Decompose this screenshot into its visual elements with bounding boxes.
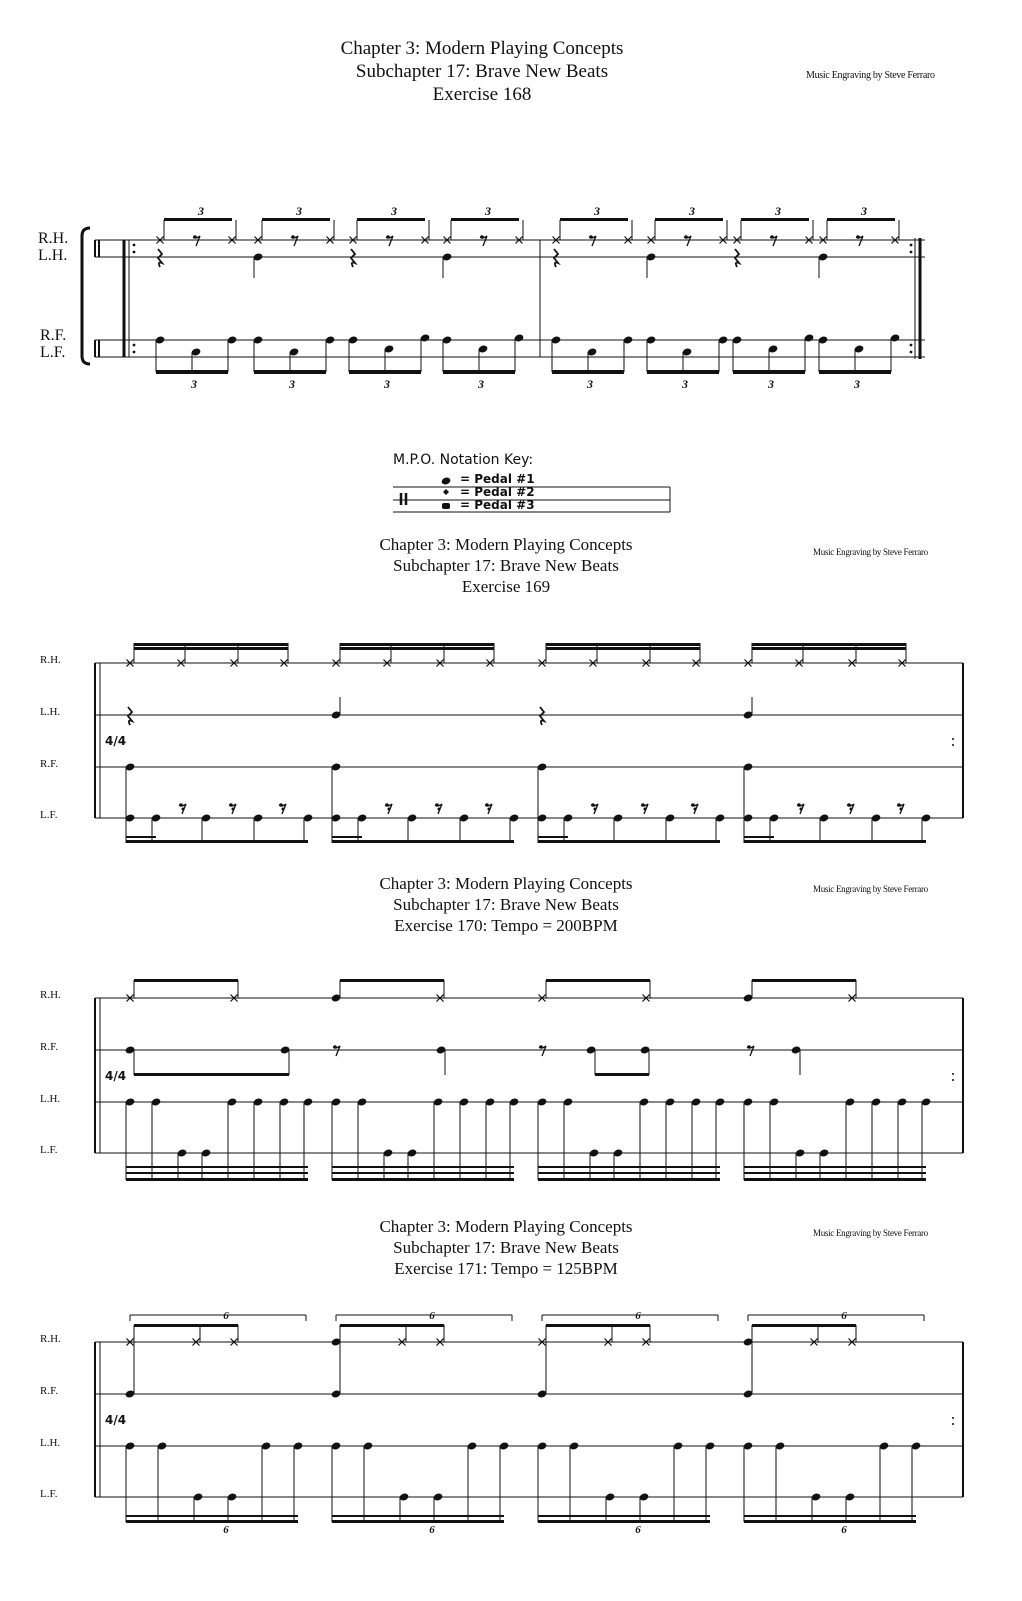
ex169-label-lh: L.H.	[40, 706, 61, 718]
ex171-label-lf: L.F.	[40, 1488, 58, 1500]
eighth-rest	[539, 1046, 546, 1056]
ex168-label-rh: R.H.	[38, 230, 69, 247]
tuplet-number: 6	[223, 1310, 229, 1322]
beam	[546, 643, 700, 646]
sixteenth-rest	[438, 808, 441, 811]
sixteenth-rest	[644, 808, 647, 811]
repeat-dot	[910, 351, 913, 354]
beam	[752, 643, 906, 646]
eighth-rest	[770, 236, 777, 246]
ex170-label-lh: L.H.	[40, 1093, 61, 1105]
tuplet-number: 3	[198, 204, 204, 218]
repeat-dot	[952, 1417, 954, 1419]
ex171-label-rh: R.H.	[40, 1333, 61, 1345]
beam	[744, 1172, 926, 1174]
beam	[126, 1178, 308, 1181]
tuplet-number: 3	[289, 377, 295, 391]
sixteenth-rest	[594, 808, 597, 811]
beam	[443, 370, 515, 374]
ex170-time-signature: 4/4	[105, 1069, 127, 1083]
eighth-rest	[333, 1046, 340, 1056]
beam	[538, 836, 568, 838]
ex170-label-rh: R.H.	[40, 989, 61, 1001]
sixteenth-rest	[282, 808, 285, 811]
ex171-label-rf: R.F.	[40, 1385, 59, 1397]
tuplet-number: 3	[478, 377, 484, 391]
beam	[741, 218, 809, 221]
tuplet-number: 3	[689, 204, 695, 218]
beam	[819, 370, 891, 374]
tuplet-number: 6	[429, 1310, 435, 1322]
tuplet-number: 6	[429, 1524, 435, 1536]
tuplet-number: 6	[635, 1524, 641, 1536]
quarter-rest	[540, 707, 544, 725]
ex169-subchapter: Subchapter 17: Brave New Beats	[393, 556, 619, 575]
ex169-time-signature: 4/4	[105, 734, 127, 748]
eighth-rest	[193, 236, 200, 246]
beam	[126, 836, 156, 838]
beam	[655, 218, 723, 221]
square-notehead	[442, 503, 450, 509]
beam	[340, 1324, 444, 1327]
system-bracket	[82, 228, 90, 364]
ex170-label-lf: L.F.	[40, 1144, 58, 1156]
ex168-label-rf: R.F.	[40, 327, 67, 344]
ex171-exercise: Exercise 171: Tempo = 125BPM	[394, 1259, 618, 1278]
beam	[126, 840, 308, 843]
sixteenth-rest	[182, 808, 185, 811]
repeat-dot	[952, 744, 954, 746]
ex171-time-signature: 4/4	[105, 1413, 127, 1427]
repeat-dot	[952, 1423, 954, 1425]
beam	[357, 218, 425, 221]
notation-key-title: M.P.O. Notation Key:	[393, 452, 534, 468]
beam	[595, 1073, 649, 1076]
beam	[546, 979, 650, 982]
notation-key-pedal-3: = Pedal #3	[460, 498, 535, 512]
tuplet-number: 3	[587, 377, 593, 391]
tuplet-number: 3	[191, 377, 197, 391]
repeat-dot	[952, 1073, 954, 1075]
repeat-dot	[952, 1079, 954, 1081]
beam	[126, 1166, 308, 1168]
beam	[733, 370, 805, 374]
beam	[647, 370, 719, 374]
beam	[126, 1520, 298, 1523]
beam	[827, 218, 895, 221]
ex170-exercise: Exercise 170: Tempo = 200BPM	[394, 916, 618, 935]
ex170-chapter: Chapter 3: Modern Playing Concepts	[379, 874, 633, 893]
beam	[349, 370, 421, 374]
tuplet-number: 6	[841, 1310, 847, 1322]
tuplet-number: 6	[635, 1310, 641, 1322]
eighth-rest	[589, 236, 596, 246]
eighth-rest	[386, 236, 393, 246]
beam	[134, 1073, 289, 1076]
beam	[538, 840, 720, 843]
eighth-rest	[856, 236, 863, 246]
quarter-rest	[554, 249, 558, 267]
tuplet-number: 6	[841, 1524, 847, 1536]
quarter-rest	[351, 249, 355, 267]
beam	[744, 1515, 916, 1517]
ex171-credit: Music Engraving by Steve Ferraro	[813, 1228, 928, 1238]
diamond-notehead	[443, 489, 449, 495]
ex171-chapter: Chapter 3: Modern Playing Concepts	[379, 1217, 633, 1236]
notation-key-pedal-1: = Pedal #1	[460, 472, 535, 486]
eighth-rest	[747, 1046, 754, 1056]
ex170-credit: Music Engraving by Steve Ferraro	[813, 884, 928, 894]
ex168-credit: Music Engraving by Steve Ferraro	[806, 70, 935, 81]
sixteenth-rest	[900, 808, 903, 811]
beam	[332, 1166, 514, 1168]
repeat-dot	[133, 351, 136, 354]
ex169-exercise: Exercise 169	[461, 577, 551, 596]
beam	[744, 836, 774, 838]
ex170-label-rf: R.F.	[40, 1041, 59, 1053]
tuplet-number: 3	[775, 204, 781, 218]
beam	[156, 370, 228, 374]
beam	[744, 1520, 916, 1523]
ex171-subchapter: Subchapter 17: Brave New Beats	[393, 1238, 619, 1257]
beam	[560, 218, 628, 221]
beam	[332, 836, 362, 838]
ex171-label-lh: L.H.	[40, 1437, 61, 1449]
beam	[340, 643, 494, 646]
beam	[332, 840, 514, 843]
beam	[744, 840, 926, 843]
beam	[538, 1520, 710, 1523]
beam	[546, 647, 700, 650]
tuplet-number: 3	[854, 377, 860, 391]
repeat-dot	[952, 738, 954, 740]
sixteenth-rest	[850, 808, 853, 811]
beam	[552, 370, 624, 374]
ex169-label-rh: R.H.	[40, 654, 61, 666]
beam	[332, 1520, 504, 1523]
beam	[254, 370, 326, 374]
beam	[126, 1515, 298, 1517]
ex169-chapter: Chapter 3: Modern Playing Concepts	[379, 535, 633, 554]
beam	[546, 1324, 650, 1327]
quarter-rest	[158, 249, 162, 267]
quarter-rest	[735, 249, 739, 267]
notation-key-pedal-2: = Pedal #2	[460, 485, 535, 499]
ex169-label-rf: R.F.	[40, 758, 59, 770]
beam	[134, 979, 238, 982]
eighth-rest	[684, 236, 691, 246]
ex168-label-lh: L.H.	[38, 247, 68, 264]
repeat-dot	[910, 251, 913, 254]
beam	[744, 1166, 926, 1168]
ex168-label-lf: L.F.	[40, 344, 66, 361]
tuplet-number: 3	[768, 377, 774, 391]
tuplet-number: 3	[391, 204, 397, 218]
beam	[451, 218, 519, 221]
beam	[134, 643, 288, 646]
repeat-dot	[133, 244, 136, 247]
tuplet-number: 6	[223, 1524, 229, 1536]
tuplet-number: 3	[485, 204, 491, 218]
ex169-credit: Music Engraving by Steve Ferraro	[813, 547, 928, 557]
beam	[752, 979, 856, 982]
ex168-exercise: Exercise 168	[432, 84, 532, 105]
tuplet-number: 3	[384, 377, 390, 391]
ex168-subchapter: Subchapter 17: Brave New Beats	[355, 61, 609, 82]
beam	[538, 1515, 710, 1517]
beam	[340, 647, 494, 650]
beam	[538, 1178, 720, 1181]
beam	[332, 1172, 514, 1174]
note-head	[441, 476, 452, 485]
beam	[752, 1324, 856, 1327]
beam	[134, 647, 288, 650]
sixteenth-rest	[232, 808, 235, 811]
sixteenth-rest	[800, 808, 803, 811]
repeat-dot	[910, 344, 913, 347]
sixteenth-rest	[388, 808, 391, 811]
eighth-rest	[291, 236, 298, 246]
tuplet-number: 3	[594, 204, 600, 218]
tuplet-number: 3	[861, 204, 867, 218]
beam	[538, 1172, 720, 1174]
repeat-dot	[133, 251, 136, 254]
beam	[332, 1515, 504, 1517]
ex169-label-lf: L.F.	[40, 809, 58, 821]
ex168-chapter: Chapter 3: Modern Playing Concepts	[340, 38, 624, 59]
beam	[538, 1166, 720, 1168]
beam	[134, 1324, 238, 1327]
beam	[744, 1178, 926, 1181]
eighth-rest	[480, 236, 487, 246]
beam	[126, 1172, 308, 1174]
tuplet-number: 3	[296, 204, 302, 218]
ex170-subchapter: Subchapter 17: Brave New Beats	[393, 895, 619, 914]
quarter-rest	[128, 707, 132, 725]
repeat-dot	[133, 344, 136, 347]
beam	[340, 979, 444, 982]
beam	[262, 218, 330, 221]
beam	[752, 647, 906, 650]
tuplet-number: 3	[682, 377, 688, 391]
beam	[332, 1178, 514, 1181]
beam	[164, 218, 232, 221]
sixteenth-rest	[694, 808, 697, 811]
sixteenth-rest	[488, 808, 491, 811]
repeat-dot	[910, 244, 913, 247]
